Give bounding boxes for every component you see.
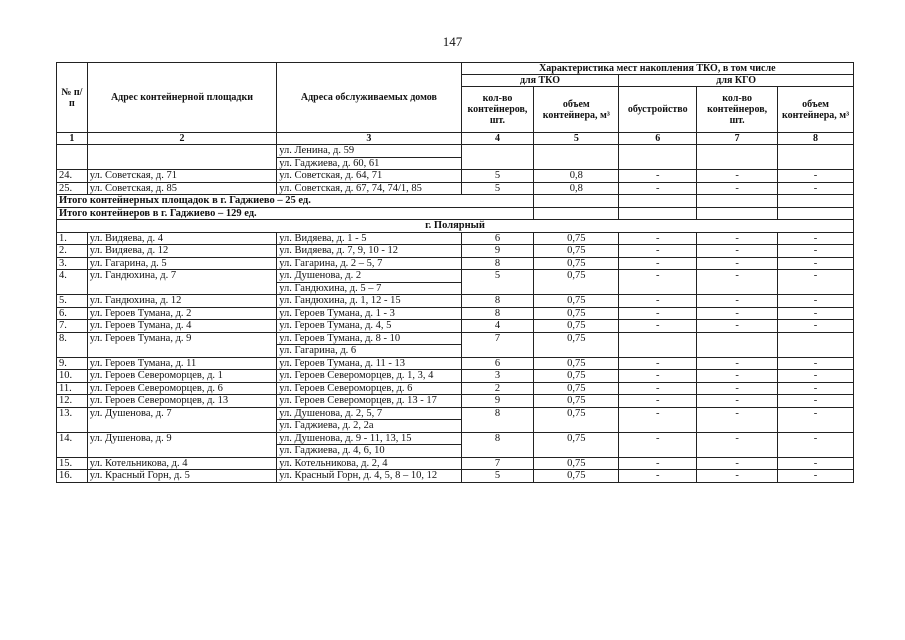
row-number: 3. bbox=[57, 257, 88, 270]
table-row bbox=[57, 470, 854, 483]
kgo-setup: - bbox=[619, 357, 697, 370]
table-row bbox=[57, 270, 854, 283]
kgo-count: - bbox=[697, 357, 778, 370]
tko-count: 7 bbox=[461, 332, 534, 357]
tko-count: 5 bbox=[461, 170, 534, 183]
site-address: ул. Гандюхина, д. 7 bbox=[87, 270, 277, 295]
row-number: 13. bbox=[57, 407, 88, 432]
site-address: ул. Видяева, д. 4 bbox=[87, 232, 277, 245]
col-index: 8 bbox=[778, 133, 854, 145]
houses-cell: ул. Героев Тумана, д. 4, 5 bbox=[277, 320, 461, 333]
row-number: 12. bbox=[57, 395, 88, 408]
site-address: ул. Героев Тумана, д. 11 bbox=[87, 357, 277, 370]
row-number: 25. bbox=[57, 182, 88, 195]
houses-cell: ул. Героев Тумана, д. 8 - 10 bbox=[277, 332, 461, 345]
col-index: 7 bbox=[697, 133, 778, 145]
tko-count: 6 bbox=[461, 232, 534, 245]
kgo-volume: - bbox=[778, 270, 854, 295]
kgo-count: - bbox=[697, 382, 778, 395]
row-number: 11. bbox=[57, 382, 88, 395]
row-number: 4. bbox=[57, 270, 88, 295]
col-index: 4 bbox=[461, 133, 534, 145]
site-address: ул. Советская, д. 85 bbox=[87, 182, 277, 195]
kgo-volume: - bbox=[778, 457, 854, 470]
kgo-setup-header: обустройство bbox=[619, 87, 697, 133]
kgo-volume: - bbox=[778, 432, 854, 457]
site-address: ул. Героев Тумана, д. 9 bbox=[87, 332, 277, 357]
kgo-setup: - bbox=[619, 182, 697, 195]
kgo-setup: - bbox=[619, 295, 697, 308]
kgo-count: - bbox=[697, 257, 778, 270]
city-row bbox=[57, 220, 854, 233]
col-number-header: № п/п bbox=[57, 63, 88, 133]
col-index: 3 bbox=[277, 133, 461, 145]
tko-volume: 0,75 bbox=[534, 307, 619, 320]
table-row bbox=[57, 432, 854, 445]
tko-volume: 0,75 bbox=[534, 407, 619, 432]
tko-count: 8 bbox=[461, 295, 534, 308]
tko-volume: 0,75 bbox=[534, 357, 619, 370]
kgo-volume: - bbox=[778, 245, 854, 258]
site-address: ул. Гагарина, д. 5 bbox=[87, 257, 277, 270]
tko-volume: 0,75 bbox=[534, 395, 619, 408]
tko-count: 5 bbox=[461, 270, 534, 295]
col-houses-header: Адреса обслуживаемых домов bbox=[277, 63, 461, 133]
houses-cell: ул. Героев Тумана, д. 11 - 13 bbox=[277, 357, 461, 370]
houses-cell: ул. Видяева, д. 7, 9, 10 - 12 bbox=[277, 245, 461, 258]
kgo-setup: - bbox=[619, 395, 697, 408]
houses-cell: ул. Душенова, д. 2, 5, 7 bbox=[277, 407, 461, 420]
table-row bbox=[57, 357, 854, 370]
site-address: ул. Душенова, д. 7 bbox=[87, 407, 277, 432]
kgo-volume: - bbox=[778, 182, 854, 195]
tko-volume: 0,8 bbox=[534, 170, 619, 183]
page-number: 147 bbox=[442, 34, 463, 49]
tko-volume: 0,75 bbox=[534, 382, 619, 395]
col-index: 6 bbox=[619, 133, 697, 145]
tko-count: 8 bbox=[461, 432, 534, 457]
tko-volume: 0,75 bbox=[534, 270, 619, 295]
tko-volume: 0,75 bbox=[534, 257, 619, 270]
kgo-count-header: кол-во контейнеров, шт. bbox=[697, 87, 778, 133]
houses-cell: ул. Героев Североморцев, д. 6 bbox=[277, 382, 461, 395]
houses-cell: ул. Душенова, д. 9 - 11, 13, 15 bbox=[277, 432, 461, 445]
site-address: ул. Героев Североморцев, д. 6 bbox=[87, 382, 277, 395]
houses-cell: ул. Героев Североморцев, д. 1, 3, 4 bbox=[277, 370, 461, 383]
kgo-setup: - bbox=[619, 307, 697, 320]
tko-volume: 0,75 bbox=[534, 470, 619, 483]
houses-cell: ул. Котельникова, д. 2, 4 bbox=[277, 457, 461, 470]
site-address: ул. Душенова, д. 9 bbox=[87, 432, 277, 457]
tko-count: 7 bbox=[461, 457, 534, 470]
site-address: ул. Видяева, д. 12 bbox=[87, 245, 277, 258]
houses-cell: ул. Героев Тумана, д. 1 - 3 bbox=[277, 307, 461, 320]
kgo-setup: - bbox=[619, 232, 697, 245]
kgo-setup: - bbox=[619, 407, 697, 432]
table-row bbox=[57, 307, 854, 320]
total-containers-row bbox=[57, 207, 854, 220]
tko-count-header: кол-во контейнеров, шт. bbox=[461, 87, 534, 133]
kgo-setup: - bbox=[619, 382, 697, 395]
table-row bbox=[57, 370, 854, 383]
tko-count: 8 bbox=[461, 257, 534, 270]
kgo-count: - bbox=[697, 395, 778, 408]
row-number: 8. bbox=[57, 332, 88, 357]
tko-volume: 0,75 bbox=[534, 457, 619, 470]
row-number: 24. bbox=[57, 170, 88, 183]
kgo-setup: - bbox=[619, 370, 697, 383]
tko-count: 8 bbox=[461, 307, 534, 320]
total-sites: Итого контейнерных площадок в г. Гаджиево – 25 ед. bbox=[57, 195, 534, 208]
kgo-setup: - bbox=[619, 245, 697, 258]
table-row bbox=[57, 320, 854, 333]
site-address: ул. Красный Горн, д. 5 bbox=[87, 470, 277, 483]
kgo-setup: - bbox=[619, 470, 697, 483]
tko-count: 5 bbox=[461, 470, 534, 483]
kgo-volume: - bbox=[778, 320, 854, 333]
kgo-count: - bbox=[697, 232, 778, 245]
table-row bbox=[57, 257, 854, 270]
houses-cell: ул. Красный Горн, д. 4, 5, 8 – 10, 12 bbox=[277, 470, 461, 483]
kgo-count: - bbox=[697, 470, 778, 483]
col-site-header: Адрес контейнерной площадки bbox=[87, 63, 277, 133]
kgo-volume: - bbox=[778, 170, 854, 183]
table-row bbox=[57, 395, 854, 408]
kgo-count: - bbox=[697, 320, 778, 333]
kgo-setup: - bbox=[619, 257, 697, 270]
table-row bbox=[57, 170, 854, 183]
kgo-count: - bbox=[697, 270, 778, 295]
row-number: 9. bbox=[57, 357, 88, 370]
site-address: ул. Котельникова, д. 4 bbox=[87, 457, 277, 470]
kgo-setup: - bbox=[619, 457, 697, 470]
tko-volume: 0,8 bbox=[534, 182, 619, 195]
kgo-count: - bbox=[697, 182, 778, 195]
houses-cell: ул. Ленина, д. 59 bbox=[277, 145, 461, 158]
site-address: ул. Героев Тумана, д. 4 bbox=[87, 320, 277, 333]
kgo-setup: - bbox=[619, 320, 697, 333]
col-index: 5 bbox=[534, 133, 619, 145]
kgo-count: - bbox=[697, 407, 778, 432]
col-index: 2 bbox=[87, 133, 277, 145]
city-name: г. Полярный bbox=[57, 220, 854, 233]
tko-count: 5 bbox=[461, 182, 534, 195]
row-number: 15. bbox=[57, 457, 88, 470]
kgo-volume: - bbox=[778, 407, 854, 432]
kgo-volume-header: объем контейнера, м³ bbox=[778, 87, 854, 133]
kgo-count: - bbox=[697, 432, 778, 457]
kgo-count: - bbox=[697, 457, 778, 470]
houses-cell: ул. Гагарина, д. 2 – 5, 7 bbox=[277, 257, 461, 270]
tko-volume: 0,75 bbox=[534, 232, 619, 245]
tko-volume: 0,75 bbox=[534, 245, 619, 258]
table-row bbox=[57, 407, 854, 420]
table-row bbox=[57, 182, 854, 195]
kgo-volume: - bbox=[778, 357, 854, 370]
houses-cell: ул. Советская, д. 67, 74, 74/1, 85 bbox=[277, 182, 461, 195]
kgo-count: - bbox=[697, 295, 778, 308]
tko-count: 9 bbox=[461, 395, 534, 408]
row-number: 5. bbox=[57, 295, 88, 308]
kgo-setup: - bbox=[619, 270, 697, 295]
table-row bbox=[57, 295, 854, 308]
kgo-setup: - bbox=[619, 170, 697, 183]
site-address: ул. Героев Тумана, д. 2 bbox=[87, 307, 277, 320]
tko-count: 6 bbox=[461, 357, 534, 370]
tko-count: 3 bbox=[461, 370, 534, 383]
row-number: 14. bbox=[57, 432, 88, 457]
kgo-volume: - bbox=[778, 470, 854, 483]
kgo-volume: - bbox=[778, 295, 854, 308]
tko-count: 8 bbox=[461, 407, 534, 432]
tko-volume: 0,75 bbox=[534, 432, 619, 457]
houses-cell: ул. Гандюхина, д. 1, 12 - 15 bbox=[277, 295, 461, 308]
kgo-volume: - bbox=[778, 257, 854, 270]
kgo-volume: - bbox=[778, 307, 854, 320]
tko-count: 2 bbox=[461, 382, 534, 395]
kgo-count: - bbox=[697, 370, 778, 383]
container-sites-table bbox=[56, 62, 854, 483]
col-index: 1 bbox=[57, 133, 88, 145]
houses-cell: ул. Видяева, д. 1 - 5 bbox=[277, 232, 461, 245]
houses-cell: ул. Гаджиева, д. 2, 2а bbox=[277, 420, 461, 433]
houses-cell: ул. Героев Североморцев, д. 13 - 17 bbox=[277, 395, 461, 408]
kgo-volume: - bbox=[778, 395, 854, 408]
site-address: ул. Героев Североморцев, д. 13 bbox=[87, 395, 277, 408]
tko-volume: 0,75 bbox=[534, 295, 619, 308]
site-address: ул. Советская, д. 71 bbox=[87, 170, 277, 183]
tko-volume: 0,75 bbox=[534, 332, 619, 357]
site-address: ул. Героев Североморцев, д. 1 bbox=[87, 370, 277, 383]
tko-count: 9 bbox=[461, 245, 534, 258]
tko-volume: 0,75 bbox=[534, 320, 619, 333]
houses-cell: ул. Душенова, д. 2 bbox=[277, 270, 461, 283]
table-row bbox=[57, 382, 854, 395]
table-row bbox=[57, 232, 854, 245]
kgo-count: - bbox=[697, 245, 778, 258]
total-sites-row bbox=[57, 195, 854, 208]
row-number: 6. bbox=[57, 307, 88, 320]
site-address: ул. Гандюхина, д. 12 bbox=[87, 295, 277, 308]
group-header: Характеристика мест накопления ТКО, в том числе bbox=[461, 63, 853, 75]
kgo-volume: - bbox=[778, 370, 854, 383]
kgo-count: - bbox=[697, 307, 778, 320]
row-number: 7. bbox=[57, 320, 88, 333]
kgo-volume bbox=[778, 332, 854, 357]
tko-volume: 0,75 bbox=[534, 370, 619, 383]
houses-cell: ул. Гагарина, д. 6 bbox=[277, 345, 461, 358]
kgo-setup bbox=[619, 332, 697, 357]
row-number: 2. bbox=[57, 245, 88, 258]
table-row bbox=[57, 457, 854, 470]
row-number: 10. bbox=[57, 370, 88, 383]
kgo-count bbox=[697, 332, 778, 357]
kgo-volume: - bbox=[778, 382, 854, 395]
row-number: 16. bbox=[57, 470, 88, 483]
kgo-header: для КГО bbox=[619, 75, 854, 87]
total-containers: Итого контейнеров в г. Гаджиево – 129 ед. bbox=[57, 207, 534, 220]
houses-cell: ул. Советская, д. 64, 71 bbox=[277, 170, 461, 183]
houses-cell: ул. Гандюхина, д. 5 – 7 bbox=[277, 282, 461, 295]
table-row bbox=[57, 145, 854, 158]
table-row bbox=[57, 245, 854, 258]
tko-header: для ТКО bbox=[461, 75, 619, 87]
kgo-volume: - bbox=[778, 232, 854, 245]
kgo-count: - bbox=[697, 170, 778, 183]
kgo-setup: - bbox=[619, 432, 697, 457]
table-row bbox=[57, 332, 854, 345]
houses-cell: ул. Гаджиева, д. 4, 6, 10 bbox=[277, 445, 461, 458]
tko-volume-header: объем контейнера, м³ bbox=[534, 87, 619, 133]
tko-count: 4 bbox=[461, 320, 534, 333]
houses-cell: ул. Гаджиева, д. 60, 61 bbox=[277, 157, 461, 170]
row-number: 1. bbox=[57, 232, 88, 245]
